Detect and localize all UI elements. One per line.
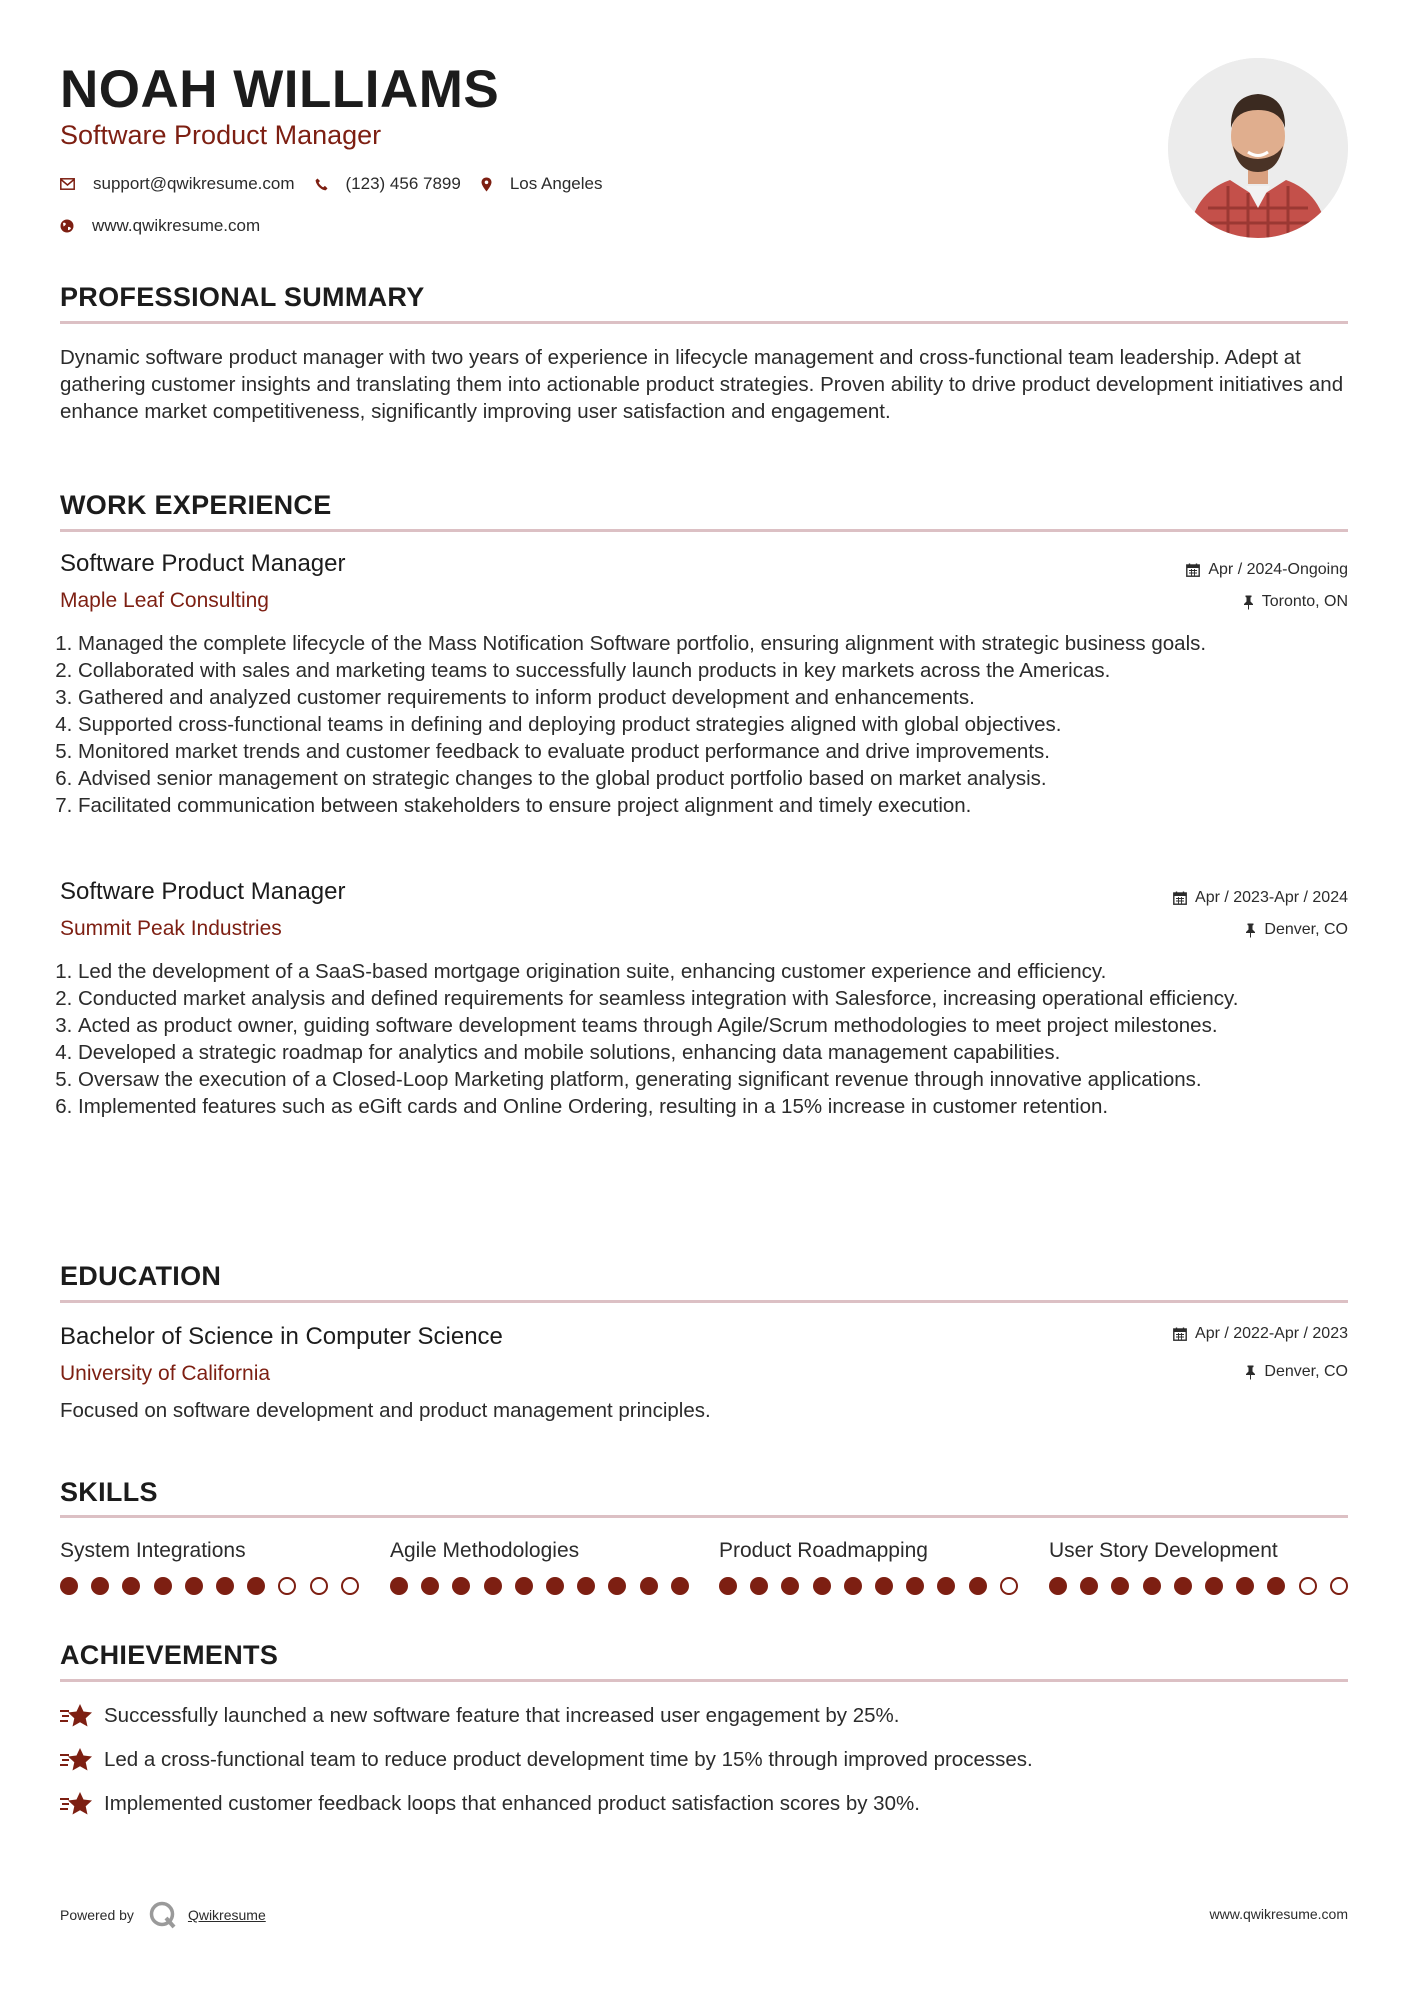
skill-dot-filled (1267, 1577, 1285, 1595)
skill-dot-filled (750, 1577, 768, 1595)
job-dates (1186, 559, 1348, 581)
skill-dot-filled (969, 1577, 987, 1595)
education-location (1245, 1361, 1348, 1383)
skill-rating (390, 1577, 690, 1595)
envelope-icon (60, 178, 75, 190)
list-item: 4. Developed a strategic roadmap for analytics and mobile solutions, enhancing data management capabilities. (78, 1039, 1366, 1066)
skill-dot-filled (421, 1577, 439, 1595)
pushpin-icon (1243, 595, 1254, 610)
job-dates-text: Apr / 2024-Ongoing (1208, 561, 1348, 578)
list-item: 2. Conducted market analysis and defined requirements for seamless integration with Salesforce, increasing operational efficiency. (78, 985, 1366, 1012)
skill-dot-filled (185, 1577, 203, 1595)
list-item: 3. Acted as product owner, guiding software development teams through Agile/Scrum methodologies to meet project milestones. (78, 1012, 1366, 1039)
phone-icon (315, 178, 328, 191)
skill-item (60, 1537, 360, 1595)
school-name: University of California (60, 1362, 271, 1385)
achievements-heading: ACHIEVEMENTS (60, 1640, 279, 1670)
skill-name: Product Roadmapping (719, 1539, 928, 1562)
skill-rating (719, 1577, 1019, 1595)
skill-dot-empty (310, 1577, 328, 1595)
skill-dot-filled (844, 1577, 862, 1595)
education-dates-text: Apr / 2022-Apr / 2023 (1195, 1325, 1348, 1342)
skill-dot-filled (781, 1577, 799, 1595)
skill-dot-empty (341, 1577, 359, 1595)
skill-dot-filled (1174, 1577, 1192, 1595)
skill-dot-filled (122, 1577, 140, 1595)
skill-dot-filled (1143, 1577, 1161, 1595)
skill-dot-filled (640, 1577, 658, 1595)
job-bullets (60, 958, 1366, 1120)
achievement-text: Successfully launched a new software feature that increased user engagement by 25%. (104, 1704, 900, 1727)
list-item: 5. Monitored market trends and customer feedback to evaluate product performance and drive improvements. (78, 738, 1366, 765)
skill-dot-filled (671, 1577, 689, 1595)
experience-divider (60, 529, 1348, 532)
footer-website[interactable]: www.qwikresume.com (1209, 1906, 1348, 1922)
skill-dot-empty (1000, 1577, 1018, 1595)
list-item: 1. Led the development of a SaaS-based mortgage origination suite, enhancing customer experience and efficiency. (78, 958, 1366, 985)
list-item: 5. Oversaw the execution of a Closed-Loop Marketing platform, generating significant revenue through innovative applications. (78, 1066, 1366, 1093)
contact-email[interactable] (60, 174, 295, 194)
experience-heading: WORK EXPERIENCE (60, 490, 332, 520)
job-company: Summit Peak Industries (60, 917, 282, 940)
skill-dot-filled (1049, 1577, 1067, 1595)
skill-dot-filled (608, 1577, 626, 1595)
job-title: Software Product Manager (60, 878, 346, 905)
job-dates-text: Apr / 2023-Apr / 2024 (1195, 889, 1348, 906)
resume-page (60, 0, 1348, 1990)
list-item: 2. Collaborated with sales and marketing teams to successfully launch products in key markets across the Americas. (78, 657, 1366, 684)
skill-name: System Integrations (60, 1539, 246, 1562)
achievement-item (60, 1790, 920, 1818)
skill-dot-filled (91, 1577, 109, 1595)
skill-dot-filled (1236, 1577, 1254, 1595)
pushpin-icon (1245, 923, 1256, 938)
skill-dot-filled (1111, 1577, 1129, 1595)
achievements-divider (60, 1679, 1348, 1682)
skill-dot-filled (1205, 1577, 1223, 1595)
qwikresume-logo-icon (148, 1900, 178, 1930)
job-company: Maple Leaf Consulting (60, 589, 269, 612)
contact-website[interactable] (60, 216, 260, 236)
skill-dot-filled (515, 1577, 533, 1595)
summary-text: Dynamic software product manager with two years of experience in lifecycle management and cross-functional team leadership. Adept at gathering customer insights and translating them into actionable product strategies. Proven ability to drive product development initiatives and enhance market competitiveness, significantly improving user satisfaction and engagement. (60, 346, 1344, 423)
job-location-text: Denver, CO (1264, 921, 1348, 938)
skill-dot-filled (577, 1577, 595, 1595)
star-medal-icon (60, 1703, 94, 1729)
candidate-name: NOAH WILLIAMS (60, 60, 500, 119)
skill-name: User Story Development (1049, 1539, 1278, 1562)
skill-dot-filled (452, 1577, 470, 1595)
calendar-icon (1186, 563, 1200, 577)
calendar-icon (1173, 891, 1187, 905)
job-location-text: Toronto, ON (1261, 593, 1348, 610)
skill-dot-filled (154, 1577, 172, 1595)
education-description: Focused on software development and product management principles. (60, 1399, 711, 1422)
candidate-role: Software Product Manager (60, 120, 382, 150)
degree-title: Bachelor of Science in Computer Science (60, 1323, 503, 1350)
skill-rating (60, 1577, 360, 1595)
skill-dot-empty (1299, 1577, 1317, 1595)
calendar-icon (1173, 1327, 1187, 1341)
skill-dot-filled (484, 1577, 502, 1595)
contact-row-2 (60, 215, 280, 237)
list-item: 3. Gathered and analyzed customer requirements to inform product development and enhancements. (78, 684, 1366, 711)
skills-divider (60, 1515, 1348, 1518)
phone-text: (123) 456 7899 (345, 174, 461, 193)
skill-dot-filled (875, 1577, 893, 1595)
skill-dot-filled (719, 1577, 737, 1595)
footer-brand-link[interactable]: Qwikresume (187, 1907, 266, 1923)
skill-dot-filled (1080, 1577, 1098, 1595)
skill-item (390, 1537, 690, 1595)
skill-dot-filled (546, 1577, 564, 1595)
education-heading: EDUCATION (60, 1261, 222, 1291)
skill-dot-filled (390, 1577, 408, 1595)
education-location-text: Denver, CO (1264, 1363, 1348, 1380)
powered-by-label: Powered by (60, 1907, 134, 1923)
skill-item (1049, 1537, 1349, 1595)
profile-photo (1168, 58, 1348, 238)
job-title: Software Product Manager (60, 550, 346, 577)
skill-dot-filled (60, 1577, 78, 1595)
job-location (1245, 919, 1348, 941)
achievement-text: Led a cross-functional team to reduce product development time by 15% through improved processes. (104, 1748, 1033, 1771)
star-medal-icon (60, 1791, 94, 1817)
skill-dot-filled (906, 1577, 924, 1595)
job-location (1243, 591, 1348, 613)
email-text: support@qwikresume.com (93, 174, 295, 193)
skill-dot-filled (937, 1577, 955, 1595)
contact-phone[interactable] (315, 174, 461, 194)
job-bullets (60, 630, 1366, 819)
skill-name: Agile Methodologies (390, 1539, 580, 1562)
list-item: 1. Managed the complete lifecycle of the Mass Notification Software portfolio, ensuring alignment with strategic business goals. (78, 630, 1366, 657)
skill-dot-filled (813, 1577, 831, 1595)
list-item: 6. Implemented features such as eGift cards and Online Ordering, resulting in a 15% increase in customer retention. (78, 1093, 1366, 1120)
map-pin-icon (481, 177, 492, 192)
website-text: www.qwikresume.com (92, 216, 261, 235)
globe-icon (60, 219, 74, 233)
skill-item (719, 1537, 1019, 1595)
skill-dot-filled (247, 1577, 265, 1595)
summary-divider (60, 321, 1348, 324)
skill-dot-empty (1330, 1577, 1348, 1595)
list-item: 4. Supported cross-functional teams in defining and deploying product strategies aligned with global objectives. (78, 711, 1366, 738)
skills-heading: SKILLS (60, 1477, 158, 1507)
achievement-item (60, 1702, 899, 1730)
job-dates (1173, 887, 1348, 909)
skill-dot-empty (278, 1577, 296, 1595)
list-item: 6. Advised senior management on strategic changes to the global product portfolio based on market analysis. (78, 765, 1366, 792)
contact-location (481, 174, 603, 194)
skill-dot-filled (216, 1577, 234, 1595)
location-text: Los Angeles (509, 174, 603, 193)
pushpin-icon (1245, 1365, 1256, 1380)
education-divider (60, 1300, 1348, 1303)
achievement-text: Implemented customer feedback loops that enhanced product satisfaction scores by 30%. (104, 1792, 920, 1815)
list-item: 7. Facilitated communication between stakeholders to ensure project alignment and timely execution. (78, 792, 1366, 819)
contact-row (60, 173, 622, 195)
education-dates (1173, 1323, 1348, 1345)
achievement-item (60, 1746, 1033, 1774)
skill-rating (1049, 1577, 1349, 1595)
star-medal-icon (60, 1747, 94, 1773)
footer-powered-by (60, 1900, 266, 1930)
summary-heading: PROFESSIONAL SUMMARY (60, 282, 425, 312)
